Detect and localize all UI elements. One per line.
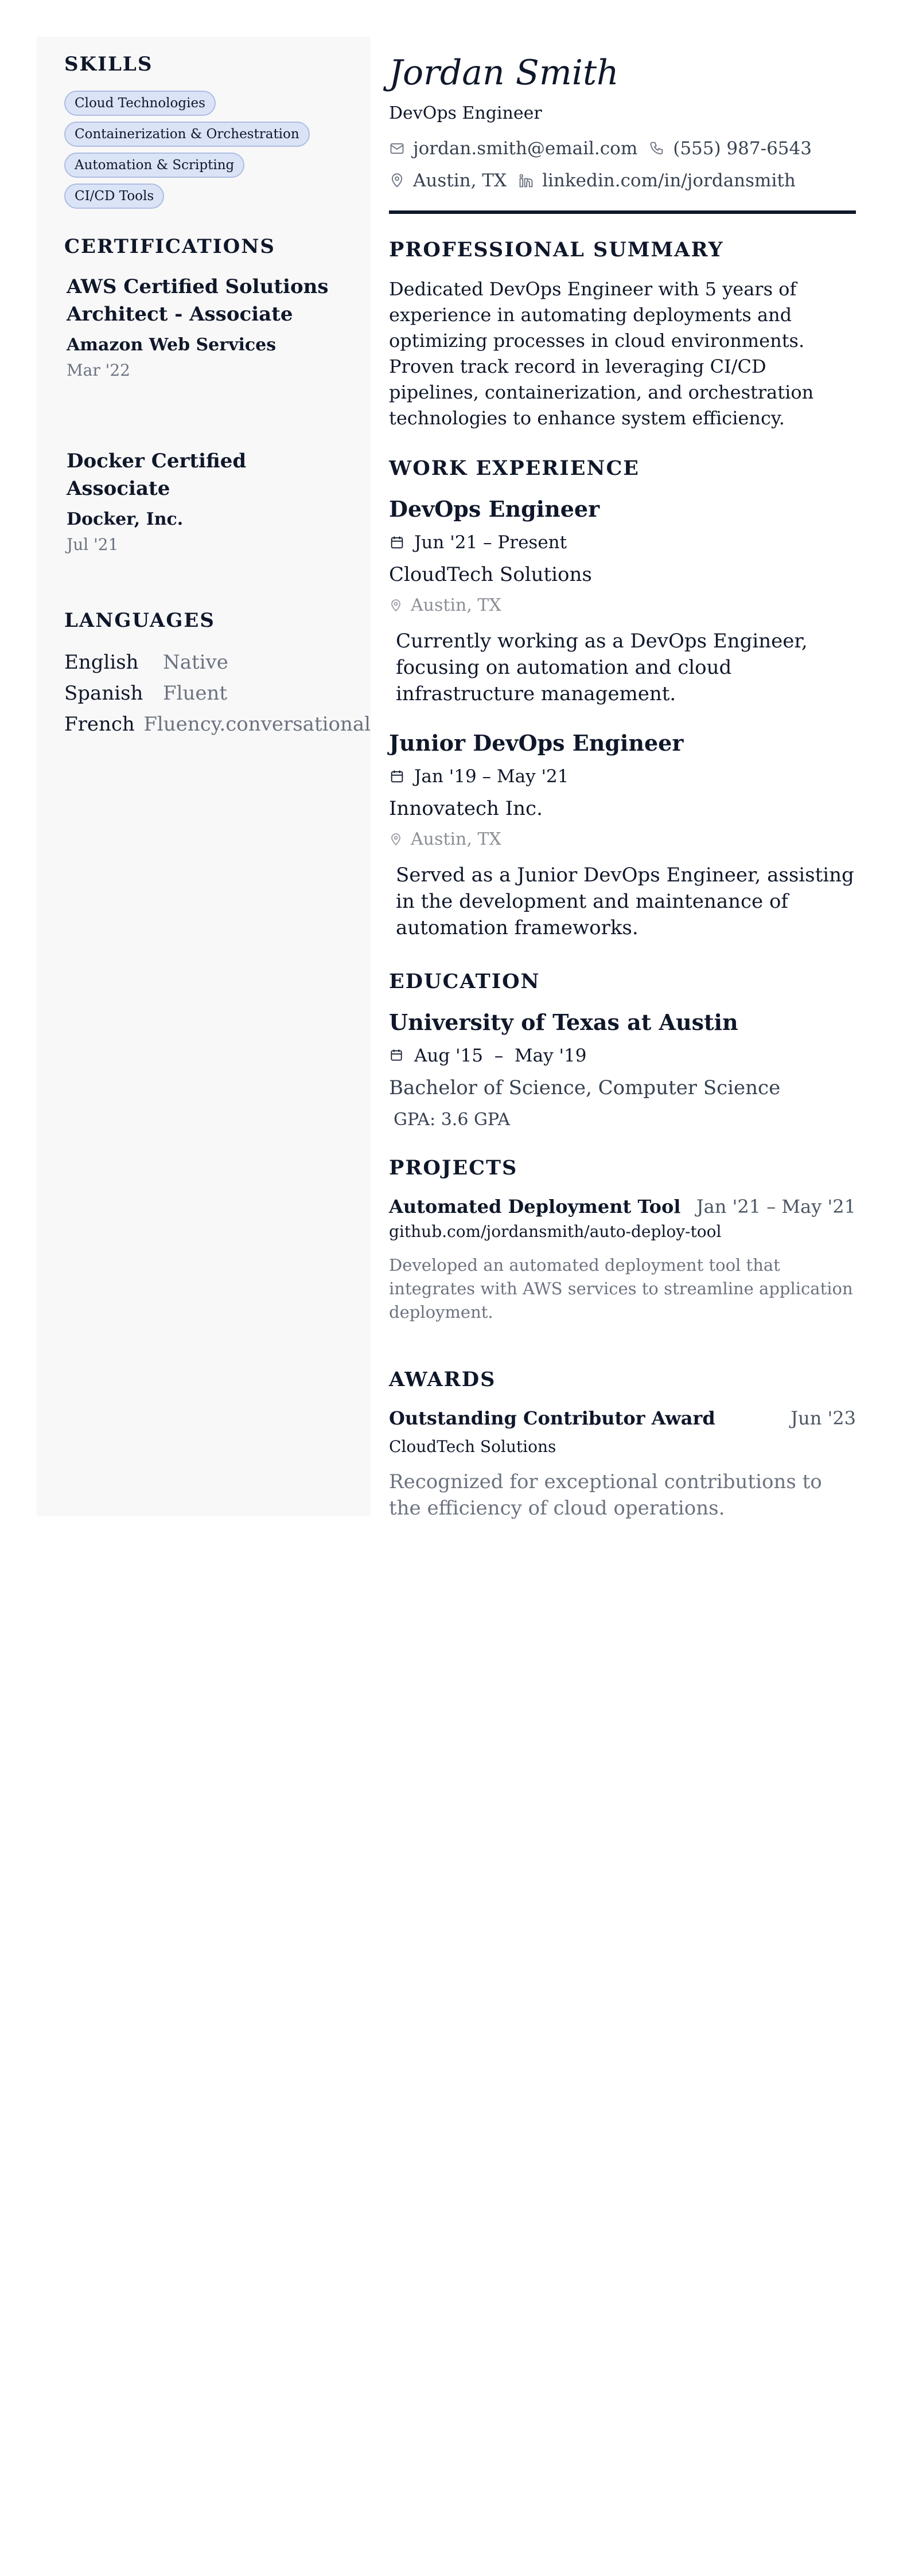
calendar-icon bbox=[389, 768, 405, 784]
education-dates-text: Aug '15 – May '19 bbox=[414, 1045, 587, 1066]
experience-heading: WORK EXPERIENCE bbox=[389, 456, 640, 480]
job-location-text: Austin, TX bbox=[411, 829, 501, 849]
calendar-icon bbox=[389, 534, 405, 551]
education-gpa bbox=[394, 1110, 856, 1130]
skill-chip: CI/CD Tools bbox=[64, 184, 164, 209]
project-header bbox=[389, 1196, 856, 1217]
sidebar bbox=[37, 37, 371, 1516]
job-title: Junior DevOps Engineer bbox=[389, 730, 684, 756]
language-level: Native bbox=[163, 651, 228, 674]
certifications-heading: CERTIFICATIONS bbox=[64, 235, 275, 258]
location-pin-icon bbox=[389, 833, 403, 846]
job-location bbox=[389, 595, 856, 615]
header-divider bbox=[389, 210, 856, 214]
award-issuer: CloudTech Solutions bbox=[389, 1437, 556, 1456]
project-dates: Jan '21 – May '21 bbox=[696, 1196, 856, 1217]
email-link[interactable]: jordan.smith@email.com bbox=[413, 138, 638, 159]
certification-name: AWS Certified Solutions Architect - Associate bbox=[67, 275, 329, 326]
project-link[interactable]: github.com/jordansmith/auto-deploy-tool bbox=[389, 1222, 722, 1241]
skill-chip: Cloud Technologies bbox=[64, 91, 216, 116]
skill-chip: Automation & Scripting bbox=[64, 153, 244, 178]
certification-date: Jul '21 bbox=[67, 535, 119, 554]
projects-heading: PROJECTS bbox=[389, 1156, 518, 1180]
language-row bbox=[64, 647, 371, 678]
job-location-text: Austin, TX bbox=[411, 595, 501, 615]
phone-link[interactable]: (555) 987-6543 bbox=[673, 138, 812, 159]
skills-heading: SKILLS bbox=[64, 53, 153, 76]
skills-list bbox=[64, 91, 371, 209]
location-text: Austin, TX bbox=[413, 170, 507, 191]
language-level: Fluency.conversational bbox=[143, 713, 371, 736]
award-header bbox=[389, 1407, 856, 1429]
job-location bbox=[389, 829, 856, 849]
job-description: Currently working as a DevOps Engineer, focusing on automation and cloud infrastructure management. bbox=[396, 630, 808, 705]
calendar-icon bbox=[389, 1048, 405, 1064]
job-company: Innovatech Inc. bbox=[389, 797, 543, 820]
certification-item bbox=[67, 273, 371, 380]
certification-name: Docker Certified Associate bbox=[67, 450, 247, 500]
language-row bbox=[64, 709, 371, 740]
contact-row bbox=[389, 138, 856, 159]
job-title: DevOps Engineer bbox=[389, 496, 600, 522]
skill-chip: Containerization & Orchestration bbox=[64, 122, 310, 147]
project-title: Automated Deployment Tool bbox=[389, 1196, 681, 1217]
project-description: Developed an automated deployment tool that integrates with AWS services to streamline application deployment. bbox=[389, 1255, 853, 1322]
certification-issuer: Docker, Inc. bbox=[67, 509, 184, 529]
gpa-value: 3.6 GPA bbox=[441, 1110, 511, 1130]
education-school: University of Texas at Austin bbox=[389, 1009, 738, 1035]
job-dates-text: Jun '21 – Present bbox=[414, 532, 567, 553]
awards-heading: AWARDS bbox=[389, 1368, 496, 1391]
language-name: French bbox=[64, 713, 135, 736]
award-date: Jun '23 bbox=[791, 1407, 856, 1429]
location-pin-icon bbox=[389, 599, 403, 612]
mail-icon bbox=[389, 140, 405, 157]
phone-icon bbox=[649, 140, 665, 157]
certification-date: Mar '22 bbox=[67, 361, 130, 380]
language-name: Spanish bbox=[64, 682, 143, 705]
award-title: Outstanding Contributor Award bbox=[389, 1407, 715, 1429]
education-dates bbox=[389, 1045, 856, 1066]
job-dates bbox=[389, 766, 856, 787]
location-pin-icon bbox=[389, 173, 405, 189]
job-dates bbox=[389, 532, 856, 553]
contact-row bbox=[389, 170, 856, 191]
certification-issuer: Amazon Web Services bbox=[67, 335, 277, 355]
job-item bbox=[389, 730, 856, 941]
linkedin-icon bbox=[518, 173, 534, 189]
education-degree: Bachelor of Science, Computer Science bbox=[389, 1076, 781, 1099]
job-dates-text: Jan '19 – May '21 bbox=[414, 766, 569, 787]
certification-item bbox=[67, 447, 371, 554]
main-content bbox=[389, 53, 856, 1521]
job-company: CloudTech Solutions bbox=[389, 563, 592, 586]
language-row bbox=[64, 678, 371, 709]
candidate-name: Jordan Smith bbox=[389, 53, 619, 93]
education-heading: EDUCATION bbox=[389, 970, 540, 993]
language-name: English bbox=[64, 651, 139, 674]
summary-heading: PROFESSIONAL SUMMARY bbox=[389, 238, 724, 261]
job-item bbox=[389, 496, 856, 707]
linkedin-link[interactable]: linkedin.com/in/jordansmith bbox=[542, 170, 796, 191]
award-description: Recognized for exceptional contributions to the efficiency of cloud operations. bbox=[389, 1470, 822, 1520]
languages-heading: LANGUAGES bbox=[64, 609, 215, 632]
job-description: Served as a Junior DevOps Engineer, assisting in the development and maintenance of automation frameworks. bbox=[396, 864, 854, 939]
language-level: Fluent bbox=[163, 682, 228, 705]
gpa-label: GPA: bbox=[394, 1110, 436, 1130]
candidate-role: DevOps Engineer bbox=[389, 103, 542, 123]
summary-text: Dedicated DevOps Engineer with 5 years of experience in automating deployments and optimizing processes in cloud environments. Proven track record in leveraging CI/CD pipelines, containerization, and orchestration technologies to enhance system efficiency. bbox=[389, 278, 814, 429]
